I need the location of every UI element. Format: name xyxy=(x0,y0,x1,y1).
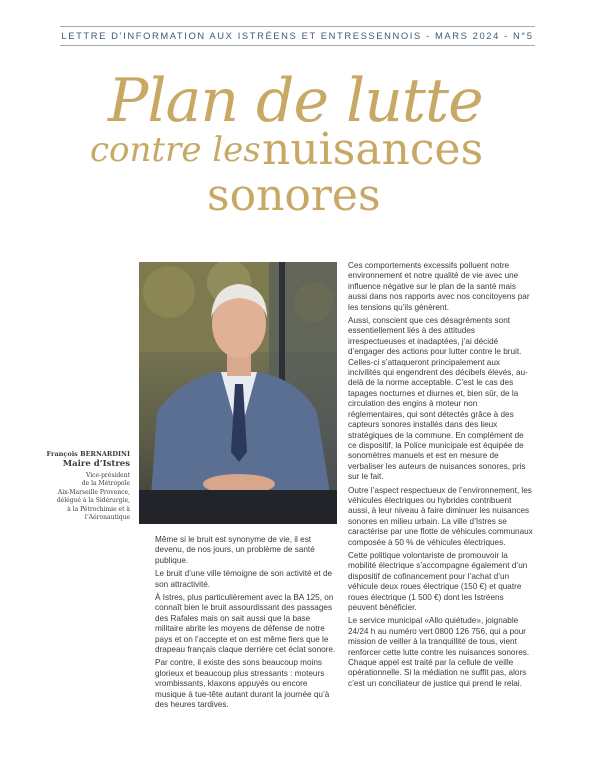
right-paragraph: Le service municipal «Allo quiétude», joignable 24/24 h au numéro vert 0800 126 756, qui a pour mission de veiller à la tranquillité de tous, vient renforcer cette lutte contre les nuisances sonores. Chaque appel est traité par la cellule de veille opérationnelle. Si la médiation ne suffit pas, alors c’est un conciliateur de justice qui prend le relai. xyxy=(348,616,530,688)
title-line-1: Plan de lutte xyxy=(108,66,483,136)
caption-desc-line: délégué à la Sidérurgie, xyxy=(56,497,130,505)
left-paragraph: Le bruit d’une ville témoigne de son activité et de son attractivité. xyxy=(155,569,333,589)
caption-description xyxy=(20,472,130,522)
right-paragraph: Outre l’aspect respectueux de l’environnement, les véhicules électriques ou hybrides contribuent aussi, à leur niveau à faire diminuer les nuisances sonores en milieu urbain. La ville d’Istres se caractérise par une flotte de véhicules communaux composée à 50 % de véhicules électriques. xyxy=(348,485,533,547)
mayor-portrait-photo xyxy=(139,262,337,524)
header-rule-top xyxy=(60,26,535,27)
left-paragraph: Même si le bruit est synonyme de vie, il est devenu, de nos jours, un problème de santé publique. xyxy=(155,535,315,565)
title-line-2a: contre les xyxy=(90,130,261,170)
right-paragraph: Aussi, conscient que ces désagréments sont essentiellement liés à des attitudes irrespectueuses et inadaptées, j’ai décidé d’engager des actions pour lutter contre le bruit. Celles-ci s’attaqueront principalement aux incivilités qui engendrent des décibels élevés, au-delà de la norme acceptable. C’est le cas des tapages nocturnes et diurnes et, bien sûr, de la circulation des engins à moteur non réglementaires, qui sont détectés grâce à des capteurs sonores installés dans des lieux stratégiques de la commune. En complément de ce dispositif, la Police municipale est équipée de sonomètres manuels et est en mesure de verbaliser les auteurs de nuisances sonores, pris sur le fait. xyxy=(348,316,528,482)
right-paragraph: Ces comportements excessifs polluent notre environnement et notre qualité de vie avec une influence négative sur le plan de la santé mais aussi dans nos rapports avec nos concitoyens par les tensions qu’ils génèrent. xyxy=(348,261,530,312)
photo-caption xyxy=(20,450,130,522)
caption-name: François BERNARDINI xyxy=(46,450,130,458)
left-text-column xyxy=(155,535,337,714)
title-line-3: sonores xyxy=(207,170,381,221)
left-paragraph: À Istres, plus particulièrement avec la BA 125, on connaît bien le bruit assourdissant des passages des Rafales mais on sait aussi que la base militaire abrite les moyens de défense de notre pays et on l’accepte et on est même fiers que le drapeau français claque derrière cet éclat sonore. xyxy=(155,593,336,655)
caption-desc-line: à la Pétrochimie et à xyxy=(67,505,130,513)
caption-desc-line: de la Métropole xyxy=(81,480,130,488)
right-paragraph: Cette politique volontariste de promouvoir la mobilité électrique s’accompagne également d’un dispositif de cofinancement pour l’achat d’un véhicule deux roues électrique (150 €) et quatre roues électrique (1 500 €) dont les Istréens peuvent bénéficier. xyxy=(348,550,528,612)
caption-desc-line: Aix-Marseille Provence, xyxy=(57,488,130,496)
title-line-2b: nuisances xyxy=(262,124,484,175)
right-text-column xyxy=(348,261,533,692)
left-paragraph: Par contre, il existe des sons beaucoup moins glorieux et beaucoup plus stressants : moteurs vrombissants, klaxons appuyés ou encore musique à tue-tête autant durant la journée qu’à des heures tardives. xyxy=(155,658,330,710)
newsletter-header: LETTRE D’INFORMATION AUX ISTRÉENS ET ENTRESSENNOIS - MARS 2024 - N°5 xyxy=(61,30,534,41)
header-rule-bottom xyxy=(60,45,535,46)
caption-desc-line: l’Aéronautique xyxy=(84,514,130,522)
caption-role: Maire d’Istres xyxy=(62,459,130,469)
caption-desc-line: Vice-président xyxy=(85,472,130,479)
